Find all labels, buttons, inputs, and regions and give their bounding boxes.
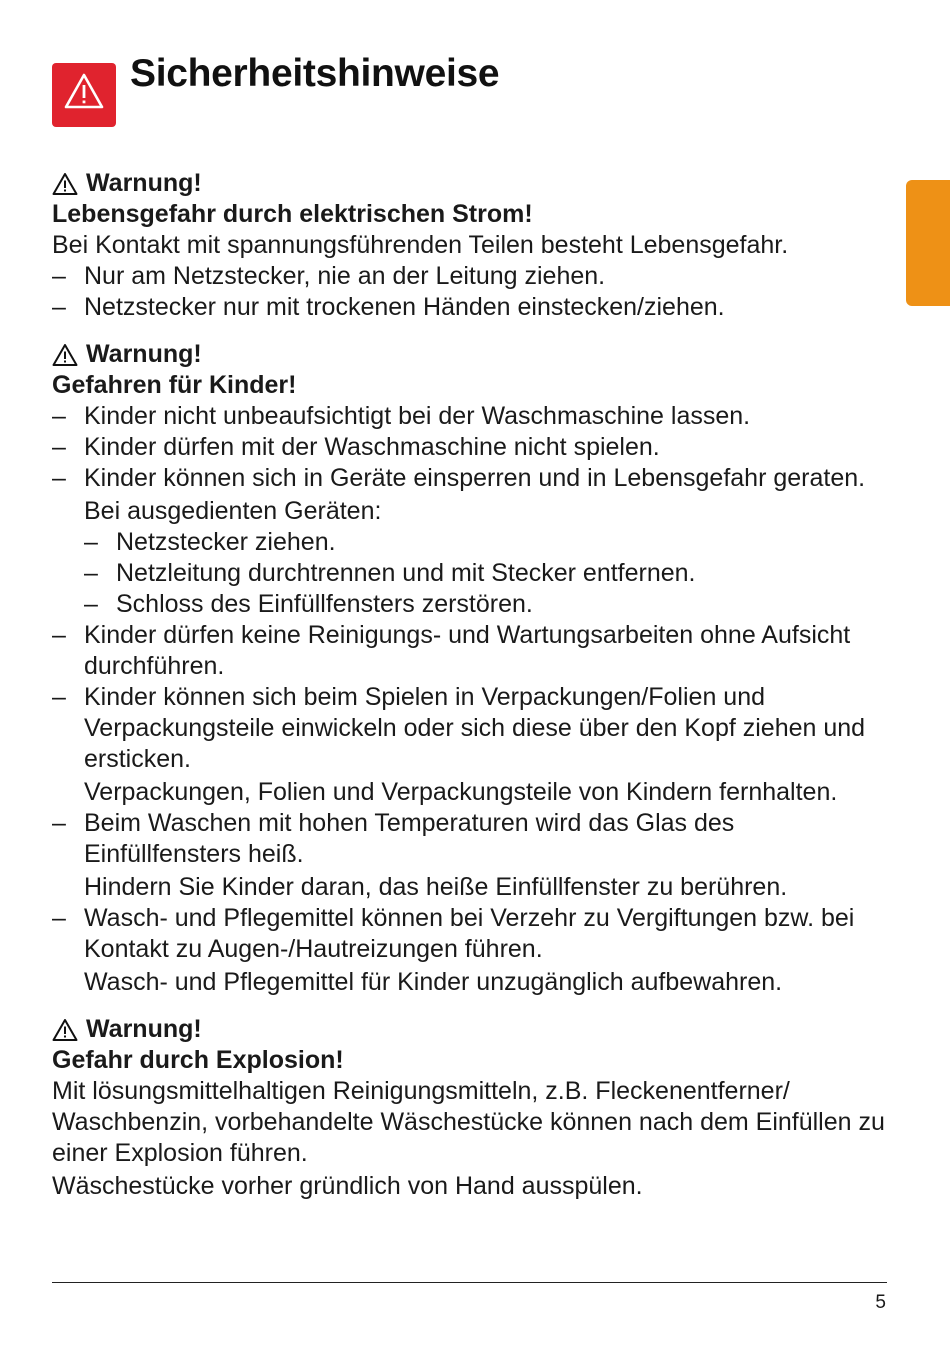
warning-label: Warnung! xyxy=(86,169,202,197)
warning-heading xyxy=(52,1014,892,1045)
warning-triangle-icon xyxy=(62,70,106,114)
section-intro: Bei Kontakt mit spannungsführenden Teilen besteht Lebensgefahr. xyxy=(52,231,789,259)
warning-heading xyxy=(52,168,892,199)
warning-small-icon xyxy=(52,1018,78,1042)
list-item-note: Hindern Sie Kinder daran, das heiße Einfüllfenster zu berühren. xyxy=(84,873,788,901)
safety-content xyxy=(52,168,892,1218)
sub-list-item: – Netzstecker ziehen. xyxy=(52,527,892,558)
warning-label: Warnung! xyxy=(86,1015,202,1043)
section-children xyxy=(52,339,892,998)
page-number: 5 xyxy=(875,1292,886,1313)
warning-small-icon xyxy=(52,343,78,367)
sub-list-item: – Schloss des Einfüllfensters zerstören. xyxy=(52,589,892,620)
section-explosion xyxy=(52,1014,892,1202)
section-outro: Wäschestücke vorher gründlich von Hand ausspülen. xyxy=(52,1172,643,1200)
header-warning-box xyxy=(52,63,116,127)
warning-small-icon xyxy=(52,172,78,196)
list-item: – Kinder können sich in Geräte einsperren und in Lebensgefahr geraten. xyxy=(52,463,892,494)
list-item: – Kinder können sich beim Spielen in Verpackungen/Folien und Verpackungsteile einwickeln oder sich diese über den Kopf ziehen und ersticken. xyxy=(52,682,892,775)
list-item-note: Bei ausgedienten Geräten: xyxy=(84,497,382,525)
chapter-tab xyxy=(906,180,950,306)
section-heading: Gefahren für Kinder! xyxy=(52,371,297,399)
sub-list-item: – Netzleitung durchtrennen und mit Stecker entfernen. xyxy=(52,558,892,589)
section-electric-shock xyxy=(52,168,892,323)
list-item: – Nur am Netzstecker, nie an der Leitung ziehen. xyxy=(52,261,892,292)
section-heading: Lebensgefahr durch elektrischen Strom! xyxy=(52,200,533,228)
list-item-note: Wasch- und Pflegemittel für Kinder unzugänglich aufbewahren. xyxy=(84,968,783,996)
list-item: – Beim Waschen mit hohen Temperaturen wird das Glas des Einfüllfensters heiß. xyxy=(52,808,892,870)
section-intro: Mit lösungsmittelhaltigen Reinigungsmitteln, z.B. Fleckenentferner/ Waschbenzin, vorbehandelte Wäschestücke können nach dem Einfüllen zu einer Explosion führen. xyxy=(52,1077,885,1167)
section-heading: Gefahr durch Explosion! xyxy=(52,1046,344,1074)
list-item: – Netzstecker nur mit trockenen Händen einstecken/ziehen. xyxy=(52,292,892,323)
page-title: Sicherheitshinweise xyxy=(130,52,500,95)
list-item-note: Verpackungen, Folien und Verpackungsteile von Kindern fernhalten. xyxy=(84,778,838,806)
warning-label: Warnung! xyxy=(86,340,202,368)
footer-divider xyxy=(52,1282,887,1283)
warning-heading xyxy=(52,339,892,370)
list-item: – Kinder dürfen keine Reinigungs- und Wartungsarbeiten ohne Aufsicht durchführen. xyxy=(52,620,892,682)
list-item: – Kinder dürfen mit der Waschmaschine nicht spielen. xyxy=(52,432,892,463)
list-item: – Kinder nicht unbeaufsichtigt bei der Waschmaschine lassen. xyxy=(52,401,892,432)
list-item: – Wasch- und Pflegemittel können bei Verzehr zu Vergiftungen bzw. bei Kontakt zu Augen-/Hautreizungen führen. xyxy=(52,903,892,965)
